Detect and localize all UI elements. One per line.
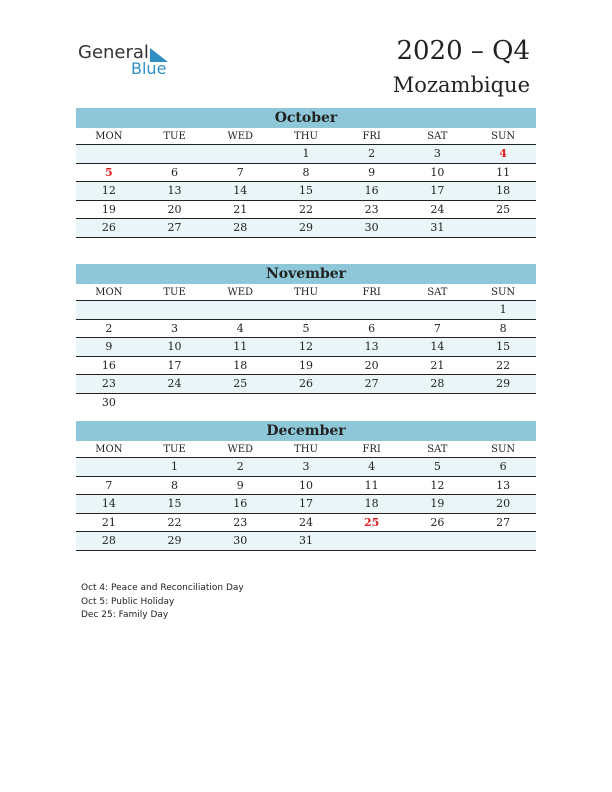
day-cell: 4 <box>207 319 273 338</box>
day-cell: 8 <box>273 163 339 182</box>
week-row <box>76 182 536 201</box>
day-cell: 15 <box>142 495 208 514</box>
day-cell: 24 <box>405 200 471 219</box>
day-cell: 15 <box>273 182 339 201</box>
empty-cell <box>405 532 471 551</box>
day-cell: 25 <box>470 200 536 219</box>
day-cell: 20 <box>142 200 208 219</box>
country-name: Mozambique <box>392 73 530 97</box>
week-row <box>76 458 536 477</box>
day-cell: 31 <box>273 532 339 551</box>
week-row <box>76 145 536 164</box>
weekday-label: WED <box>207 128 273 145</box>
day-cell: 16 <box>207 495 273 514</box>
day-cell: 13 <box>339 338 405 357</box>
holiday-note: Oct 5: Public Holiday <box>81 596 175 607</box>
week-row <box>76 163 536 182</box>
day-cell: 23 <box>207 513 273 532</box>
day-cell: 5 <box>405 458 471 477</box>
generalblue-logo <box>78 42 188 82</box>
week-row <box>76 319 536 338</box>
day-cell: 6 <box>470 458 536 477</box>
day-cell: 19 <box>76 200 142 219</box>
weekday-label: THU <box>273 284 339 301</box>
day-cell: 7 <box>405 319 471 338</box>
holiday-note: Oct 4: Peace and Reconciliation Day <box>81 583 244 593</box>
day-cell: 23 <box>339 200 405 219</box>
empty-cell <box>76 301 142 320</box>
day-cell: 3 <box>273 458 339 477</box>
day-cell: 4 <box>470 145 536 164</box>
empty-cell <box>273 301 339 320</box>
day-cell: 13 <box>470 476 536 495</box>
week-row <box>76 338 536 357</box>
weekday-label: WED <box>207 441 273 458</box>
day-cell: 1 <box>142 458 208 477</box>
day-cell: 27 <box>339 375 405 394</box>
day-cell: 1 <box>470 301 536 320</box>
day-cell: 5 <box>273 319 339 338</box>
weekday-label: SUN <box>470 128 536 145</box>
empty-cell <box>76 145 142 164</box>
day-cell: 11 <box>339 476 405 495</box>
weekday-label: SAT <box>405 128 471 145</box>
day-cell: 6 <box>142 163 208 182</box>
day-cell: 16 <box>339 182 405 201</box>
day-cell: 28 <box>76 532 142 551</box>
day-cell: 15 <box>470 338 536 357</box>
week-row <box>76 513 536 532</box>
week-row <box>76 356 536 375</box>
empty-cell <box>405 393 471 411</box>
day-cell: 30 <box>339 219 405 238</box>
weekday-label: SUN <box>470 441 536 458</box>
day-cell: 1 <box>273 145 339 164</box>
week-row <box>76 495 536 514</box>
day-cell: 12 <box>273 338 339 357</box>
page-title: 2020 – Q4 <box>396 36 530 66</box>
empty-cell <box>76 458 142 477</box>
day-cell: 18 <box>339 495 405 514</box>
empty-cell <box>339 301 405 320</box>
empty-cell <box>142 393 208 411</box>
day-cell: 3 <box>142 319 208 338</box>
week-row <box>76 301 536 320</box>
empty-cell <box>470 532 536 551</box>
logo-text-general: General <box>78 42 149 63</box>
empty-cell <box>207 393 273 411</box>
empty-cell <box>339 393 405 411</box>
month-grid <box>76 441 536 551</box>
week-row <box>76 219 536 238</box>
day-cell: 17 <box>273 495 339 514</box>
day-cell: 7 <box>207 163 273 182</box>
empty-cell <box>142 301 208 320</box>
day-cell: 28 <box>207 219 273 238</box>
day-cell: 10 <box>405 163 471 182</box>
week-row <box>76 476 536 495</box>
day-cell: 29 <box>142 532 208 551</box>
weekday-label: MON <box>76 128 142 145</box>
day-cell: 3 <box>405 145 471 164</box>
day-cell: 27 <box>142 219 208 238</box>
day-cell: 9 <box>339 163 405 182</box>
weekday-label: MON <box>76 441 142 458</box>
day-cell: 23 <box>76 375 142 394</box>
day-cell: 2 <box>76 319 142 338</box>
day-cell: 14 <box>405 338 471 357</box>
day-cell: 17 <box>405 182 471 201</box>
day-cell: 11 <box>470 163 536 182</box>
logo-text-blue: Blue <box>131 59 167 78</box>
day-cell: 22 <box>142 513 208 532</box>
weekday-label: FRI <box>339 441 405 458</box>
empty-cell <box>207 145 273 164</box>
day-cell: 20 <box>470 495 536 514</box>
empty-cell <box>339 532 405 551</box>
day-cell: 8 <box>470 319 536 338</box>
weekday-label: TUE <box>142 128 208 145</box>
day-cell: 16 <box>76 356 142 375</box>
day-cell: 18 <box>207 356 273 375</box>
day-cell: 10 <box>273 476 339 495</box>
weekday-label: FRI <box>339 128 405 145</box>
empty-cell <box>273 393 339 411</box>
week-row <box>76 375 536 394</box>
week-row <box>76 532 536 551</box>
day-cell: 10 <box>142 338 208 357</box>
day-cell: 17 <box>142 356 208 375</box>
week-row <box>76 393 536 411</box>
day-cell: 30 <box>207 532 273 551</box>
empty-cell <box>207 301 273 320</box>
day-cell: 29 <box>273 219 339 238</box>
day-cell: 28 <box>405 375 471 394</box>
weekday-label: TUE <box>142 284 208 301</box>
weekday-label: MON <box>76 284 142 301</box>
day-cell: 4 <box>339 458 405 477</box>
weekday-label: SAT <box>405 441 471 458</box>
weekday-label: SAT <box>405 284 471 301</box>
day-cell: 29 <box>470 375 536 394</box>
weekday-header-row <box>76 284 536 301</box>
empty-cell <box>405 301 471 320</box>
day-cell: 27 <box>470 513 536 532</box>
month-header: December <box>76 421 536 441</box>
day-cell: 12 <box>405 476 471 495</box>
empty-cell <box>142 145 208 164</box>
day-cell: 9 <box>207 476 273 495</box>
day-cell: 9 <box>76 338 142 357</box>
weekday-label: THU <box>273 128 339 145</box>
month-december <box>76 421 536 551</box>
weekday-label: SUN <box>470 284 536 301</box>
day-cell: 2 <box>339 145 405 164</box>
day-cell: 20 <box>339 356 405 375</box>
holiday-note: Dec 25: Family Day <box>81 610 169 620</box>
month-november <box>76 264 536 411</box>
day-cell: 6 <box>339 319 405 338</box>
month-october <box>76 108 536 238</box>
day-cell: 21 <box>207 200 273 219</box>
day-cell: 21 <box>76 513 142 532</box>
day-cell: 14 <box>76 495 142 514</box>
weekday-label: TUE <box>142 441 208 458</box>
day-cell: 26 <box>273 375 339 394</box>
day-cell: 24 <box>273 513 339 532</box>
holiday-notes <box>81 582 244 623</box>
day-cell: 26 <box>405 513 471 532</box>
day-cell: 14 <box>207 182 273 201</box>
week-row <box>76 200 536 219</box>
day-cell: 13 <box>142 182 208 201</box>
day-cell: 24 <box>142 375 208 394</box>
day-cell: 19 <box>273 356 339 375</box>
day-cell: 31 <box>405 219 471 238</box>
empty-cell <box>470 219 536 238</box>
day-cell: 18 <box>470 182 536 201</box>
day-cell: 12 <box>76 182 142 201</box>
weekday-label: WED <box>207 284 273 301</box>
day-cell: 25 <box>207 375 273 394</box>
day-cell: 5 <box>76 163 142 182</box>
day-cell: 19 <box>405 495 471 514</box>
weekday-label: THU <box>273 441 339 458</box>
day-cell: 26 <box>76 219 142 238</box>
weekday-header-row <box>76 128 536 145</box>
weekday-header-row <box>76 441 536 458</box>
day-cell: 7 <box>76 476 142 495</box>
month-grid <box>76 284 536 411</box>
day-cell: 8 <box>142 476 208 495</box>
month-header: October <box>76 108 536 128</box>
day-cell: 25 <box>339 513 405 532</box>
month-header: November <box>76 264 536 284</box>
empty-cell <box>470 393 536 411</box>
day-cell: 22 <box>470 356 536 375</box>
day-cell: 2 <box>207 458 273 477</box>
day-cell: 30 <box>101 395 116 409</box>
day-cell: 11 <box>207 338 273 357</box>
day-cell: 21 <box>405 356 471 375</box>
month-grid <box>76 128 536 238</box>
day-cell: 22 <box>273 200 339 219</box>
weekday-label: FRI <box>339 284 405 301</box>
